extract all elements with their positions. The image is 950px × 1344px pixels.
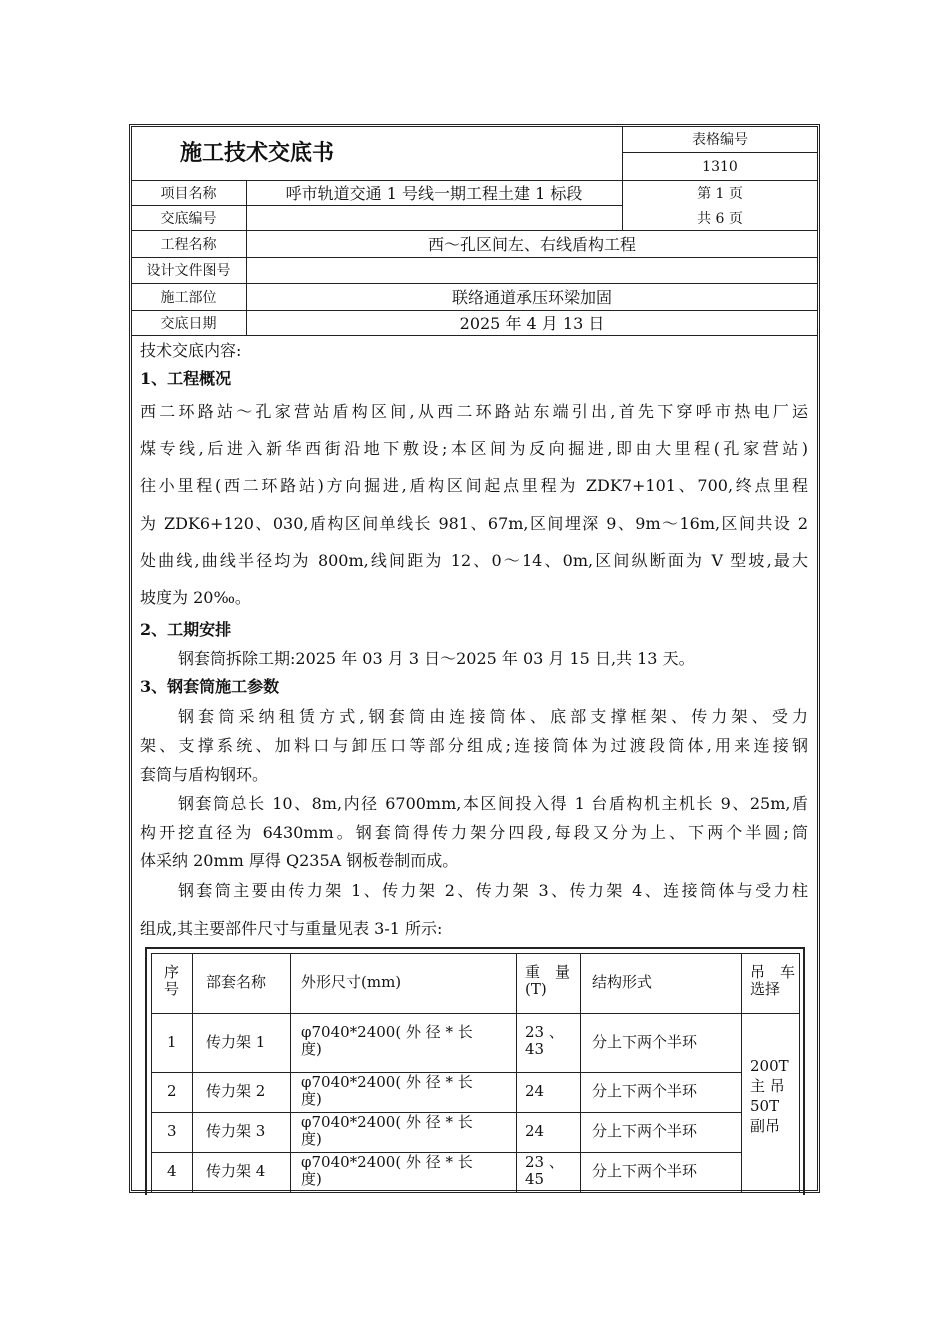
cell-weight: 24 — [525, 1082, 545, 1100]
s3-p2-line: 构开挖直径为 6430mm。钢套筒得传力架分四段,每段又分为上、下两个半圆;筒 — [140, 823, 808, 842]
s3-p3-line: 组成,其主要部件尺寸与重量见表 3-1 所示: — [140, 919, 443, 938]
field-label-drawing: 设计文件图号 — [146, 263, 231, 279]
form-no-label: 表格编号 — [692, 132, 748, 148]
s3-p1-line: 架、支撑系统、加料口与卸压口等部分组成;连接筒体为过渡段筒体,用来连接钢 — [140, 736, 808, 755]
form-no: 1310 — [702, 158, 738, 175]
field-label-date: 交底日期 — [160, 315, 217, 332]
cell-size: φ7040*2400( 外 径 * 长 度) — [301, 1023, 473, 1058]
field-value-engineering: 西～孔区间左、右线盾构工程 — [427, 235, 636, 254]
cell-struct: 分上下两个半环 — [592, 1082, 698, 1100]
th-name: 部套名称 — [206, 973, 267, 991]
field-label-engineering: 工程名称 — [160, 236, 217, 253]
page-total: 共 6 页 — [697, 210, 743, 227]
intro-text: 技术交底内容: — [140, 341, 242, 360]
field-value-drawing — [246, 257, 818, 283]
th-seq: 序 号 — [164, 963, 180, 998]
field-label-code: 交底编号 — [160, 210, 217, 227]
s1-line: 坡度为 20‰。 — [140, 588, 251, 607]
cell-weight: 23 、 45 — [525, 1153, 564, 1188]
s3-p3-line: 钢套筒主要由传力架 1、传力架 2、传力架 3、传力架 4、连接筒体与受力柱 — [178, 881, 808, 900]
field-value-location: 联络通道承压环梁加固 — [451, 288, 612, 307]
section-3-heading: 3、钢套筒施工参数 — [140, 677, 280, 696]
cell-name: 传力架 1 — [206, 1033, 266, 1051]
field-value-project: 呼市轨道交通 1 号线一期工程土建 1 标段 — [285, 184, 583, 203]
section-1-heading: 1、工程概况 — [140, 369, 232, 388]
th-struct: 结构形式 — [592, 973, 653, 991]
th-weight: 重 量 (T) — [525, 963, 571, 998]
doc-title: 施工技术交底书 — [180, 140, 335, 166]
cell-seq: 4 — [167, 1162, 177, 1180]
section-2-heading: 2、工期安排 — [140, 620, 232, 639]
s1-line: 处曲线,曲线半径均为 800m,线间距为 12、0～14、0m,区间纵断面为 V 型坡,最大 — [140, 551, 808, 570]
cell-size: φ7040*2400( 外 径 * 长 度) — [301, 1113, 473, 1148]
cell-weight: 23 、 43 — [525, 1023, 564, 1058]
cell-struct: 分上下两个半环 — [592, 1122, 698, 1140]
field-value-code — [246, 205, 622, 230]
cell-name: 传力架 2 — [206, 1082, 266, 1100]
th-crane: 吊 车 选择 — [750, 963, 796, 998]
s1-line: 煤专线,后进入新华西街沿地下敷设;本区间为反向掘进,即由大里程(孔家营站) — [140, 439, 808, 458]
cell-name: 传力架 4 — [206, 1162, 266, 1180]
cell-name: 传力架 3 — [206, 1122, 266, 1140]
cell-size: φ7040*2400( 外 径 * 长 度) — [301, 1073, 473, 1108]
field-label-project: 项目名称 — [160, 185, 217, 202]
s1-line: 往小里程(西二环路站)方向掘进,盾构区间起点里程为 ZDK7+101、700,终点里程 — [140, 476, 808, 495]
cell-seq: 2 — [167, 1082, 177, 1100]
s2-text: 钢套筒拆除工期:2025 年 03 月 3 日～2025 年 03 月 15 日,共 13 天。 — [178, 649, 695, 668]
s3-p1-line: 钢套筒采纳租赁方式,钢套筒由连接筒体、底部支撑框架、传力架、受力 — [178, 707, 808, 726]
field-value-date: 2025 年 4 月 13 日 — [459, 314, 605, 333]
s3-p2-line: 钢套筒总长 10、8m,内径 6700mm,本区间投入得 1 台盾构机主机长 9、25m,盾 — [178, 794, 808, 813]
cell-seq: 1 — [167, 1033, 177, 1051]
th-size: 外形尺寸(mm) — [301, 973, 402, 991]
cell-weight: 24 — [525, 1122, 545, 1140]
s3-p1-line: 套筒与盾构钢环。 — [140, 765, 269, 784]
cell-size: φ7040*2400( 外 径 * 长 度) — [301, 1153, 473, 1188]
s1-line: 西二环路站～孔家营站盾构区间,从西二环路站东端引出,首先下穿呼市热电厂运 — [140, 402, 808, 421]
cell-seq: 3 — [167, 1122, 177, 1140]
cell-struct: 分上下两个半环 — [592, 1162, 698, 1180]
field-label-location: 施工部位 — [160, 289, 217, 306]
s1-line: 为 ZDK6+120、030,盾构区间单线长 981、67m,区间埋深 9、9m～16m,区间共设 2 — [140, 514, 808, 533]
page-current: 第 1 页 — [697, 185, 743, 202]
cell-struct: 分上下两个半环 — [592, 1033, 698, 1051]
cell-crane: 200T 主 吊 50T 副吊 — [750, 1057, 789, 1135]
s3-p2-line: 体采纳 20mm 厚得 Q235A 钢板卷制而成。 — [140, 851, 459, 870]
